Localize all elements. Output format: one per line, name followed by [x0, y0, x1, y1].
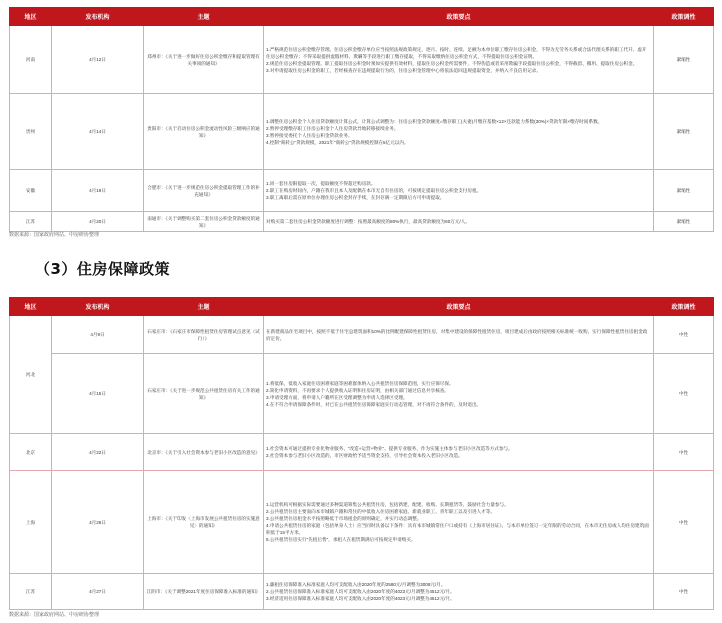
region-cell: 上海 — [10, 471, 52, 574]
header-points: 政策要点 — [264, 8, 654, 26]
policy-point: 4.在不符合申请保障条件时，对已在公共租赁住房保障家庭实行动态管理，对不再符合条件的，及时退出。 — [266, 401, 482, 407]
tone-cell: 紧缩性 — [654, 170, 714, 212]
region-cell: 北京 — [10, 434, 52, 471]
region-cell: 贵州 — [10, 94, 52, 170]
policy-point: 1.严格规范住房公积金缴存管理。住房公积金缴存单位应当按照法规政策规定，逐月、按时、连续、足额为本单位职工缴存住房公积金，不得为无劳务关系或合法代理关系的职工代开、虚开住房公积金缴存；不得采取提供虚假材料、欺瞒等手段进行职工缴存提取，不得采取缴纳住房公积金方式，不得提取住房公积金证明。 — [266, 46, 647, 59]
tone-cell: 中性 — [654, 316, 714, 354]
header-points: 政策要点 — [264, 298, 654, 316]
policy-point: 1.运营机构可根据实际需要通过多种渠道筹集公共租赁住房，包括新建、配建、收购、长期租赁等，鼓励社会力量参与。 — [266, 502, 509, 507]
policy-point: 2.社会资本参与老旧小区改造的，市区财政给予适当资金支持，引导社会资本投入老旧小区改造。 — [266, 453, 463, 458]
policy-point: 2.职工在购房时间内，户籍在我市且本人及配偶在本市无自有住房的，可按规定提取住房公积金支付房租。 — [266, 188, 482, 193]
policy-point: 3.申请受理方面，将申请人户籍所在区受理调整为申请人选择区受理。 — [266, 394, 408, 400]
points-cell — [264, 574, 654, 610]
table-row — [10, 434, 714, 471]
policy-point: 1.调整住房公积金个人住房贷款额度计算公式，计算公式调整为：住房公积金贷款额度=缴存职工(夫妻)月缴存基数×12×还款能力系数(30%)×贷款年限×缴存时间系数。 — [266, 118, 603, 124]
policy-point: 4.控制"商转公"贷款规模，2021年"商转公"贷款规模控制在5亿元以内。 — [266, 139, 409, 145]
policy-point: 4.申请公共租赁住房的家庭（包括单身人士）应当同时具备以下条件：具有本市城镇常住户口或持有《上海市居住证》，与本市单位签订一定年限的劳动合同，在本市无住房或人均住房建筑面积低于15平方米。 — [266, 523, 649, 535]
policy-point: 1.社会资本可通过提供专业化物业服务、"改造+运营+物业"、提供专业服务、作为实施主体参与老旧小区改造等方式参与。 — [266, 446, 513, 451]
date-cell: 4月20日 — [52, 212, 144, 232]
theme-cell: 上海市：《关于印发〈上海市发展公共租赁住房的实施意见〉的通知》 — [144, 471, 264, 574]
tone-cell: 中性 — [654, 354, 714, 434]
points-cell — [264, 316, 654, 354]
policy-table-2 — [9, 297, 714, 610]
policy-point: 3.暂停接受委托个人住房公积金贷款业务。 — [266, 132, 353, 138]
tone-cell: 紧缩性 — [654, 94, 714, 170]
theme-cell: 江阴市：《关于调整2021年度住房保障准入标准的通知》 — [144, 574, 264, 610]
date-cell: 4月22日 — [52, 434, 144, 471]
header-agency: 发布机构 — [52, 298, 144, 316]
points-cell — [264, 170, 654, 212]
policy-table-1 — [9, 7, 714, 232]
tone-cell: 紧缩性 — [654, 26, 714, 94]
region-cell: 江苏 — [10, 212, 52, 232]
table-row — [10, 471, 714, 574]
section-heading: （3）住房保障政策 — [35, 260, 170, 278]
tone-cell: 紧缩性 — [654, 212, 714, 232]
policy-point: 3.对申请提取住房公积金的职工，若经核查存在违规提取行为的，住房公积金管理中心将依法追回违规提取资金，并纳入不良信用记录。 — [266, 67, 541, 73]
tone-cell: 中性 — [654, 471, 714, 574]
policy-point: 1.将低保、低收入家庭住房困难家庭等困难群体纳入公共租赁住房保障范围，实行应保尽保。 — [266, 380, 454, 386]
theme-cell: 合肥市：《关于进一步规范住房公积金提取管理工作的补充通知》 — [144, 170, 264, 212]
table-header-row — [10, 8, 714, 26]
header-region: 地区 — [10, 298, 52, 316]
points-cell — [264, 94, 654, 170]
policy-point: 5.公共租赁住房实行"先租后售"，承租人在租赁期满后可按规定申请购买。 — [266, 537, 416, 542]
header-region: 地区 — [10, 8, 52, 26]
theme-cell: 北京市：《关于引入社会资本参与老旧小区改造的意见》 — [144, 434, 264, 471]
region-cell: 江苏 — [10, 574, 52, 610]
header-tone: 政策调性 — [654, 8, 714, 26]
table-header-row — [10, 298, 714, 316]
header-theme: 主题 — [144, 8, 264, 26]
policy-point: 2.简化申请资料，不再要求个人提供收入证明和住房证明，由相关部门通过信息共享核查。 — [266, 387, 449, 393]
policy-point: 2.暂停受理缴存职工住房公积金个人住房贷款异地转移接续业务。 — [266, 125, 399, 131]
points-cell — [264, 212, 654, 232]
date-cell: 4月26日 — [52, 471, 144, 574]
date-cell: 4月19日 — [52, 170, 144, 212]
points-cell — [264, 26, 654, 94]
header-tone: 政策调性 — [654, 298, 714, 316]
data-source-note: 数据来源：国家政府网站、中房研协整理 — [9, 232, 100, 238]
table-row — [10, 316, 714, 354]
policy-point: 2.规范住房公积金提取管理。职工提取住房公积金时须如实提供有效材料，提取住房公积金所需要件，不得伪造或者采用欺骗手段提取住房公积金，不得截留、挪用、提取住房公积金。 — [266, 60, 638, 66]
date-cell: 4月15日 — [52, 354, 144, 434]
region-cell: 安徽 — [10, 170, 52, 212]
header-theme: 主题 — [144, 298, 264, 316]
points-cell — [264, 471, 654, 574]
date-cell: 4月9日 — [52, 316, 144, 354]
table-row — [10, 94, 714, 170]
theme-cell: 南通市：《关于调整购买第二套住房公积金贷款额度的通知》 — [144, 212, 264, 232]
tone-cell: 中性 — [654, 574, 714, 610]
theme-cell: 郑州市：《关于进一步做好住房公积金缴存和提取管理有关事项的通知》 — [144, 26, 264, 94]
data-source-note: 数据来源：国家政府网站、中房研协整理 — [9, 612, 100, 618]
policy-point: 1.廉租住房保障准入标准家庭人均可支配收入由2020年度的2580元/月调整为3008元/月。 — [266, 582, 446, 587]
policy-point: 3.职工离职后需在原单位办理住房公积金封存手续，在封存满一定期限后方可申请提取。 — [266, 195, 445, 200]
region-cell: 河南 — [10, 26, 52, 94]
header-agency: 发布机构 — [52, 8, 144, 26]
policy-point: 3.公共租赁住房租金水平按照略低于市场租金的原则确定，并实行动态调整。 — [266, 516, 422, 521]
points-cell — [264, 434, 654, 471]
policy-point: 3.经济适用住房保障准入标准家庭人均可支配收入由2020年度的4023元/月调整为4512元/月。 — [266, 596, 455, 601]
table-row — [10, 212, 714, 232]
theme-cell: 石家庄市：《石家庄市保障性租赁住房管理试点意见（试行）》 — [144, 316, 264, 354]
theme-cell: 贵阳市：《关于启动住房公积金流动性风险三级响应的通知》 — [144, 94, 264, 170]
policy-point: 对购买第二套住房公积金贷款额度进行调整：按照最高额度的80%执行，最高贷款额度为60万元/人。 — [266, 219, 470, 224]
theme-cell: 石家庄市：《关于进一步规范公共租赁住房有关工作的通知》 — [144, 354, 264, 434]
tone-cell: 中性 — [654, 434, 714, 471]
region-cell: 河北 — [10, 316, 52, 434]
table-row — [10, 26, 714, 94]
policy-point: 在新建商品住宅项目中，按照不低于住宅总建筑面积10%的比例配建保障性租赁住房，对集中建设的保障性租赁住房，项目建成后由政府按照相关标准统一收购，实行保障性租赁住房租金政府定价。 — [266, 328, 648, 341]
date-cell: 4月14日 — [52, 94, 144, 170]
policy-point: 2.公共租赁住房保障准入标准家庭人均可支配收入由2020年度的4023元/月调整为4512元/月。 — [266, 589, 455, 594]
points-cell — [264, 354, 654, 434]
date-cell: 4月12日 — [52, 26, 144, 94]
policy-point: 2.公共租赁住房主要面向本市城镇户籍和常住的中低收入住房困难家庭、新就业职工、青年职工以及引进人才等。 — [266, 509, 495, 514]
table-row — [10, 170, 714, 212]
policy-point: 1.同一套住房限提取一次，提取额度不得超过购房款。 — [266, 181, 376, 186]
date-cell: 4月27日 — [52, 574, 144, 610]
table-row — [10, 574, 714, 610]
table-row — [10, 354, 714, 434]
